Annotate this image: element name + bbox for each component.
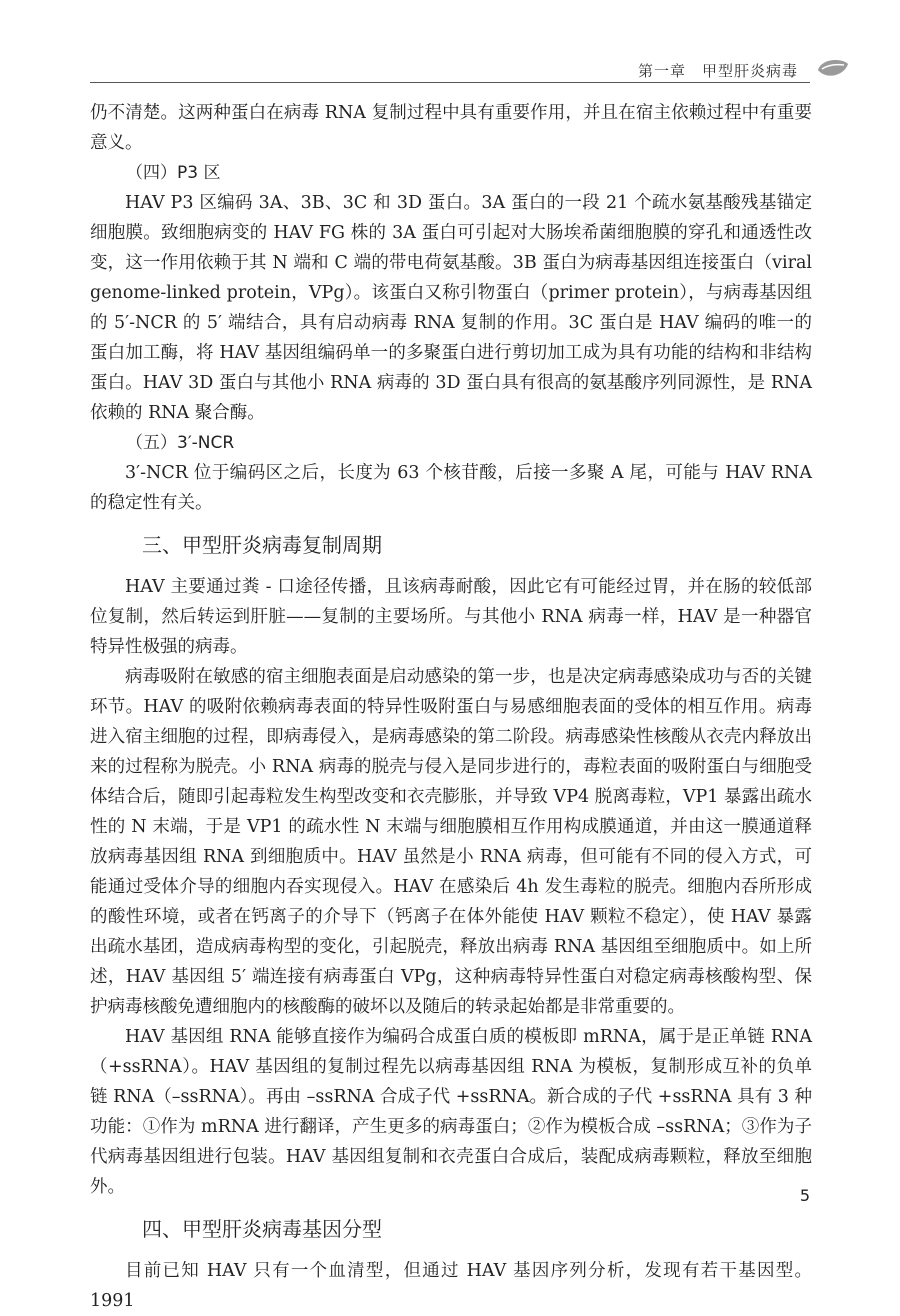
paragraph-3ncr: 3′-NCR 位于编码区之后，长度为 63 个核苷酸，后接一多聚 A 尾，可能与 HAV RNA 的稳定性有关。 xyxy=(90,463,812,513)
page-body xyxy=(90,98,812,1316)
header-rule xyxy=(90,82,810,83)
section-heading-replication: 三、甲型肝炎病毒复制周期 xyxy=(142,533,382,557)
leaf-icon xyxy=(814,56,850,82)
paragraph-replication-3: HAV 基因组 RNA 能够直接作为编码合成蛋白质的模板即 mRNA，属于是正单链 RNA（+ssRNA）。HAV 基因组的复制过程先以病毒基因组 RNA 为模板，复制形成互补的负单链 RNA（–ssRNA）。再由 –ssRNA 合成子代 +ssRNA。新合成的子代 +ssRNA 具有 3 种功能：①作为 mRNA 进行翻译，产生更多的病毒蛋白；②作为模板合成 –ssRNA；③作为子代病毒基因组进行包装。HAV 基因组复制和衣壳蛋白合成后，装配成病毒颗粒，释放至细胞外。 xyxy=(90,1027,812,1197)
subheading-p3: （四）P3 区 xyxy=(126,163,221,183)
running-header xyxy=(90,56,850,82)
paragraph-genotyping: 目前已知 HAV 只有一个血清型，但通过 HAV 基因序列分析，发现有若干基因型。1991 xyxy=(90,1261,812,1311)
paragraph-replication-1: HAV 主要通过粪 - 口途径传播，且该病毒耐酸，因此它有可能经过胃，并在肠的较低部位复制，然后转运到肝脏——复制的主要场所。与其他小 RNA 病毒一样，HAV 是一种器官特异性极强的病毒。 xyxy=(90,577,812,657)
page-number: 5 xyxy=(799,1186,810,1205)
subheading-3ncr: （五）3′-NCR xyxy=(126,433,235,453)
paragraph-p3: HAV P3 区编码 3A、3B、3C 和 3D 蛋白。3A 蛋白的一段 21 个疏水氨基酸残基锚定细胞膜。致细胞病变的 HAV FG 株的 3A 蛋白可引起对大肠埃希菌细胞膜的穿孔和通透性改变，这一作用依赖于其 N 端和 C 端的带电荷氨基酸。3B 蛋白为病毒基因组连接蛋白（viral genome-linked protein，VPg）。该蛋白又称引物蛋白（primer protein），与病毒基因组的 5′-NCR 的 5′ 端结合，具有启动病毒 RNA 复制的作用。3C 蛋白是 HAV 编码的唯一的蛋白加工酶，将 HAV 基因组编码单一的多聚蛋白进行剪切加工成为具有功能的结构和非结构蛋白。HAV 3D 蛋白与其他小 RNA 病毒的 3D 蛋白具有很高的氨基酸序列同源性，是 RNA 依赖的 RNA 聚合酶。 xyxy=(90,193,812,423)
paragraph-replication-2: 病毒吸附在敏感的宿主细胞表面是启动感染的第一步，也是决定病毒感染成功与否的关键环节。HAV 的吸附依赖病毒表面的特异性吸附蛋白与易感细胞表面的受体的相互作用。病毒进入宿主细胞的过程，即病毒侵入，是病毒感染的第二阶段。病毒感染性核酸从衣壳内释放出来的过程称为脱壳。小 RNA 病毒的脱壳与侵入是同步进行的，毒粒表面的吸附蛋白与细胞受体结合后，随即引起毒粒发生构型改变和衣壳膨胀，并导致 VP4 脱离毒粒，VP1 暴露出疏水性的 N 末端，于是 VP1 的疏水性 N 末端与细胞膜相互作用构成膜通道，并由这一膜通道释放病毒基因组 RNA 到细胞质中。HAV 虽然是小 RNA 病毒，但可能有不同的侵入方式，可能通过受体介导的细胞内吞实现侵入。HAV 在感染后 4h 发生毒粒的脱壳。细胞内吞所形成的酸性环境，或者在钙离子的介导下（钙离子在体外能使 HAV 颗粒不稳定），使 HAV 暴露出疏水基团，造成病毒构型的变化，引起脱壳，释放出病毒 RNA 基因组至细胞质中。如上所述，HAV 基因组 5′ 端连接有病毒蛋白 VPg，这种病毒特异性蛋白对稳定病毒核酸构型、保护病毒核酸免遭细胞内的核酸酶的破坏以及随后的转录起始都是非常重要的。 xyxy=(90,667,812,1017)
chapter-title: 第一章 甲型肝炎病毒 xyxy=(637,62,798,80)
section-heading-genotyping: 四、甲型肝炎病毒基因分型 xyxy=(142,1217,382,1241)
paragraph-intro: 仍不清楚。这两种蛋白在病毒 RNA 复制过程中具有重要作用，并且在宿主依赖过程中有重要意义。 xyxy=(90,103,812,153)
